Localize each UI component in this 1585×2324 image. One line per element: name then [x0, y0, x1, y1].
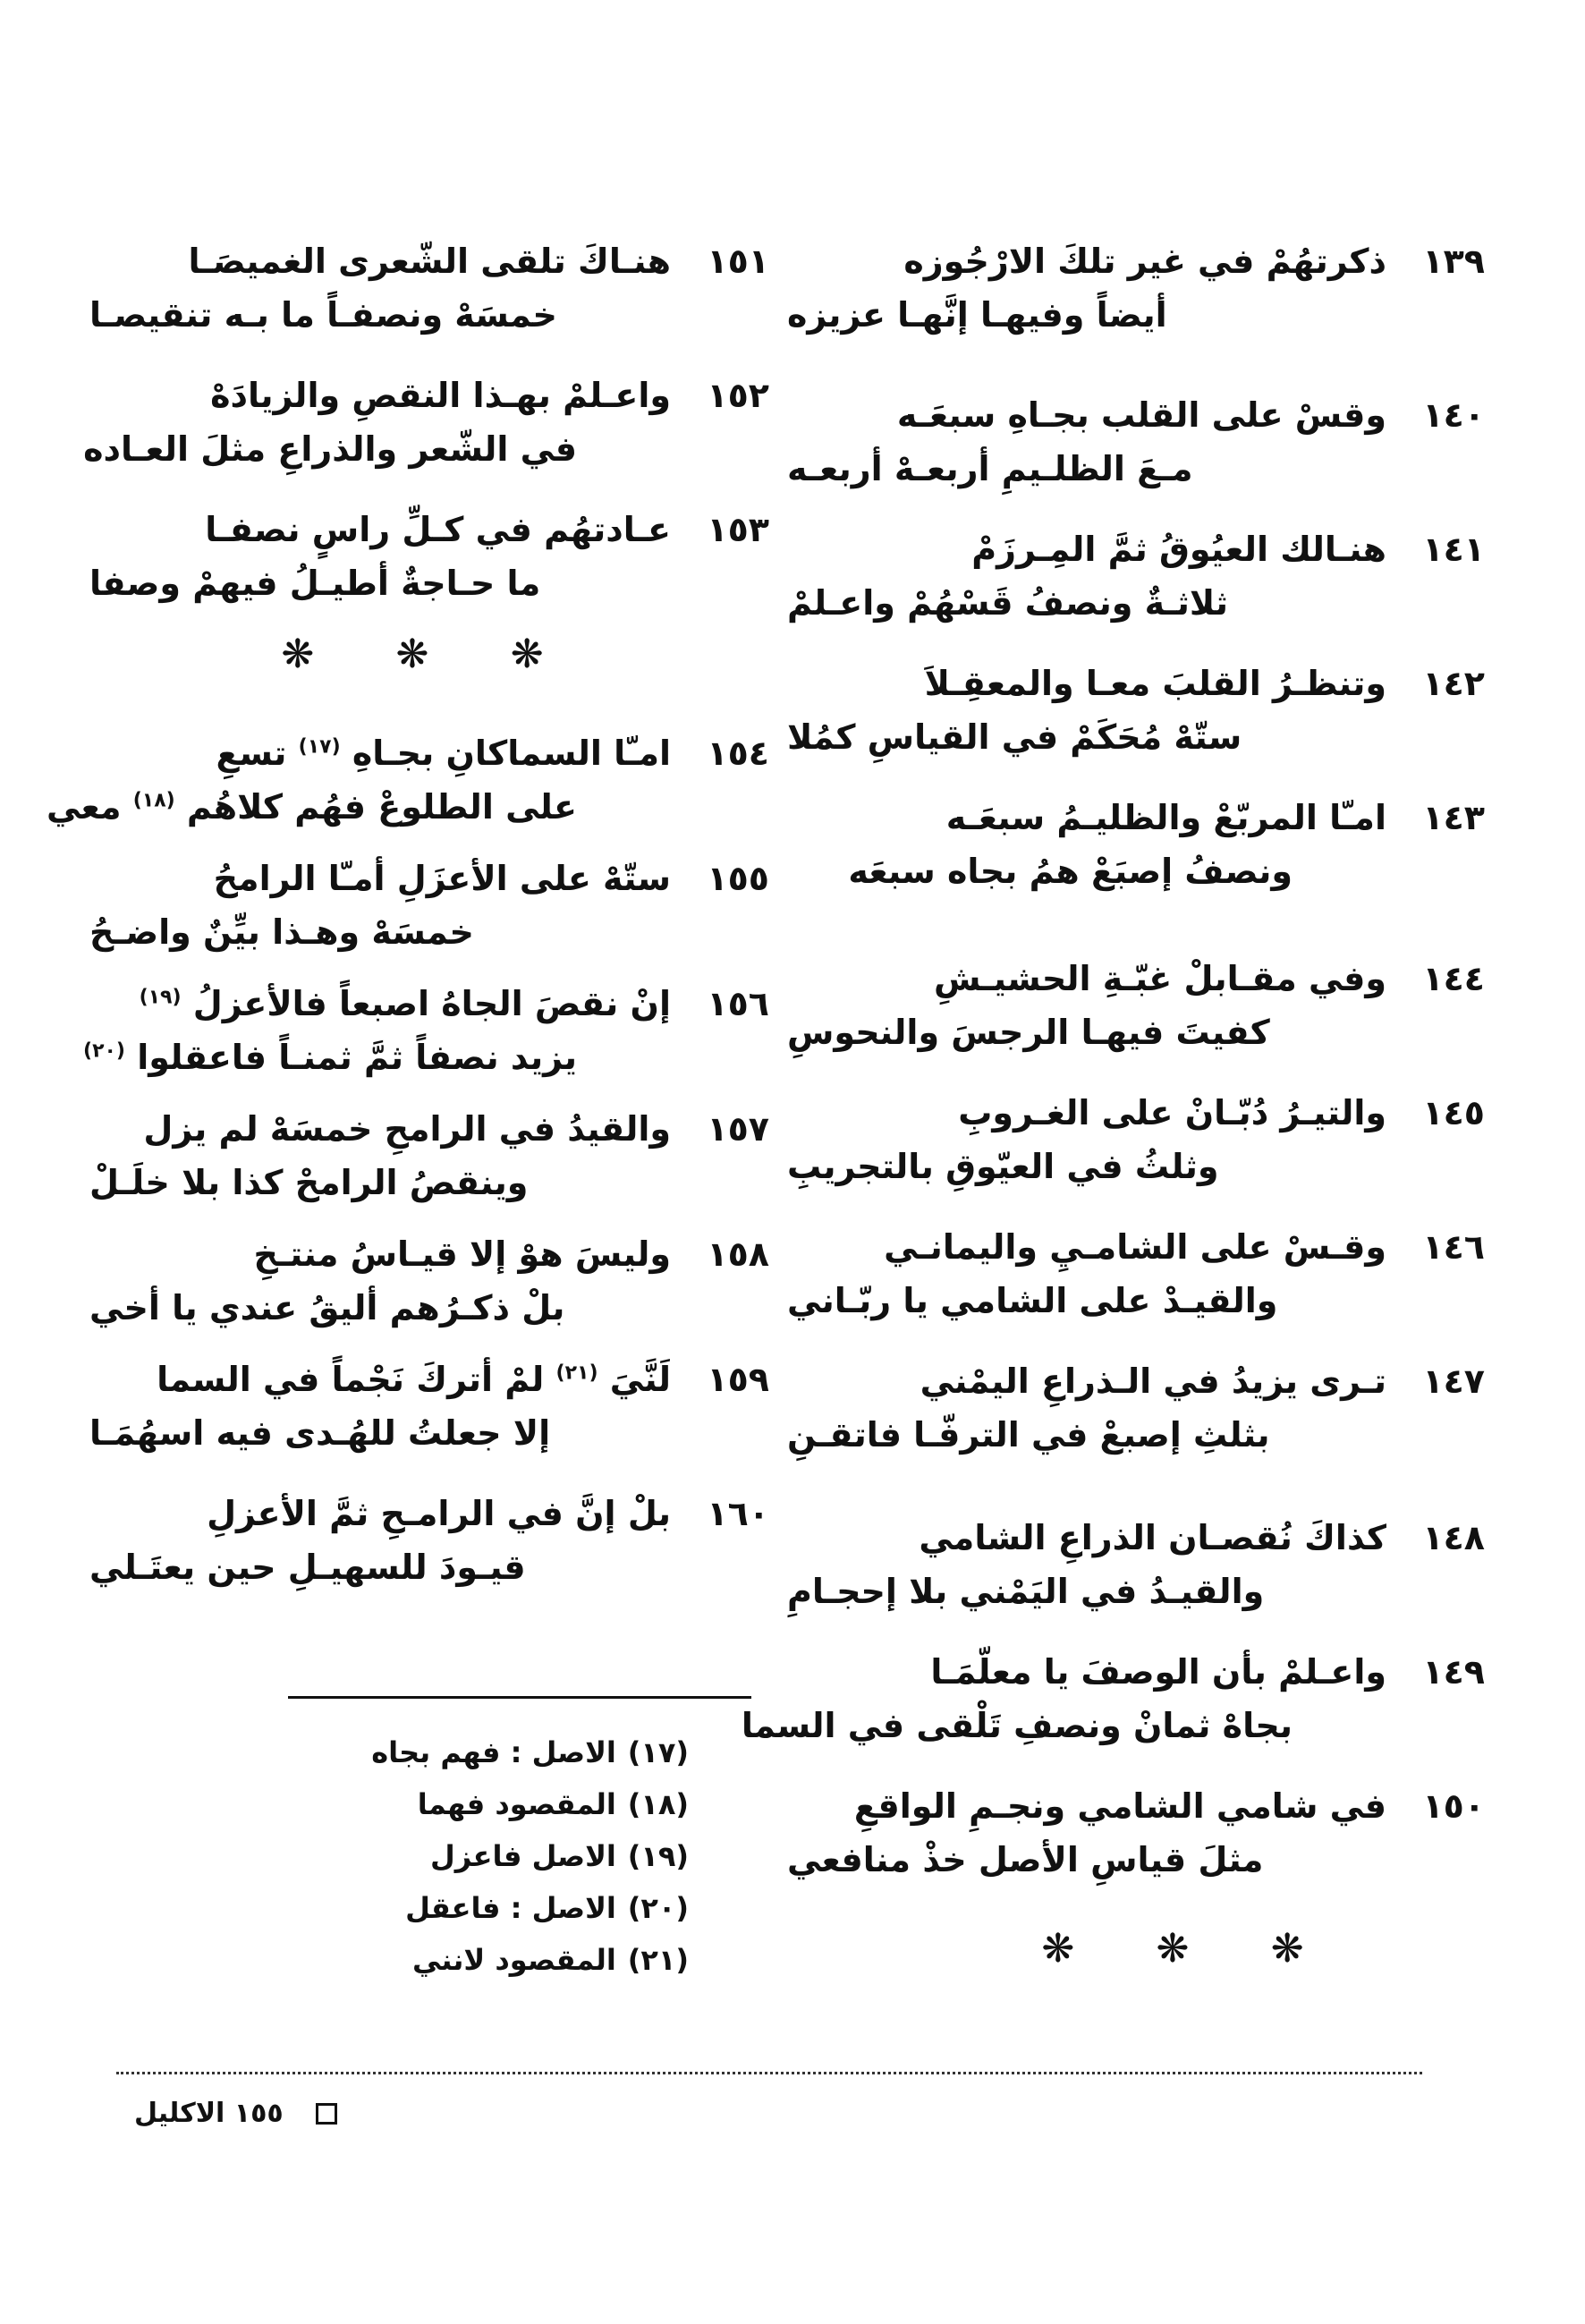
verse-154: [47, 726, 769, 852]
verse-143: [787, 791, 1485, 952]
left-column: [47, 234, 769, 1612]
page-number: ١٥٥: [233, 2098, 284, 2129]
verse-155: [89, 852, 769, 977]
verse-number: ١٤٧: [1422, 1361, 1485, 1401]
verse-140: [787, 388, 1485, 522]
hemistich-2: قيـودَ للسهيـلِ حين يعتَـلي: [89, 1548, 526, 1587]
page-footer: [114, 2097, 337, 2129]
hemistich-1: وقـسْ على الشامـيِ واليمانـي: [884, 1227, 1386, 1267]
verse-number: ١٥١: [707, 242, 769, 281]
hemistich-2: بجاهْ ثمانْ ونصفِ تَلْقى في السما: [741, 1706, 1293, 1745]
verse-number: ١٤٦: [1422, 1227, 1485, 1267]
verse-153: [89, 503, 769, 628]
hemistich-1: وفي مقـابلْ غبّـةِ الحشيـشِ: [933, 959, 1386, 998]
section-separator-stars: ❋ ❋ ❋: [281, 632, 578, 677]
verse-151: [89, 234, 769, 369]
hemistich-1: كذاكَ نُقصـان الذراعِ الشامي: [919, 1518, 1386, 1557]
hemistich-1: هنـالك العيُوقُ ثمَّ المِـرزَمْ: [971, 530, 1386, 569]
verse-142: [787, 657, 1485, 791]
hemistich-1: واعـلمْ بأن الوصفَ يا معلّمَـا: [930, 1652, 1386, 1692]
verse-156: [83, 977, 769, 1102]
hemistich-2: ستّهْ مُحَكَمْ في القياسِ كمُلا: [787, 717, 1242, 757]
verse-number: ١٥٧: [707, 1109, 769, 1149]
footnotes: [268, 1726, 689, 1986]
verse-139: [787, 234, 1485, 388]
hemistich-2: ما حـاجةٌ أطيـلُ فيهمْ وصفا: [89, 564, 541, 603]
verse-152: [83, 369, 769, 503]
verse-159: [89, 1353, 769, 1487]
footnote-number: (٢١): [627, 1943, 689, 1977]
hemistich-1: هنـاكَ تلقى الشّعرى الغميصَـا: [188, 242, 671, 281]
hemistich-1: في شامي الشامي ونجـمِ الواقعِ: [853, 1786, 1386, 1826]
footnote-ref-19[interactable]: (١٩): [139, 986, 182, 1009]
hemistich-2: مثلَ قياسِ الأصل خذْ منافعي: [787, 1840, 1264, 1879]
footnote-number: (١٧): [627, 1735, 689, 1769]
verse-146: [787, 1220, 1485, 1354]
footnote-number: (٢٠): [627, 1891, 689, 1925]
verse-number: ١٥٦: [707, 984, 769, 1023]
footnote-20: [268, 1882, 689, 1934]
hemistich-2: يزيد نصفاً ثمَّ ثمنـاً فاعقلوا $^{(٢٠)}$: [83, 1038, 577, 1077]
hemistich-2: خمسَهْ وهـذا بيِّنٌ واضـحُ: [89, 912, 474, 952]
verse-number: ١٤٠: [1422, 395, 1485, 435]
footnote-18: [268, 1778, 689, 1830]
verse-number: ١٤٣: [1422, 798, 1485, 837]
hemistich-1: امـّا السماكانِ بجـاهِ $^{(١٧)}$ تسعِ: [216, 734, 671, 773]
hemistich-1: والقيدُ في الرامحِ خمسَهْ لم يزل: [143, 1109, 671, 1149]
footnote-ref-18[interactable]: (١٨): [132, 789, 175, 812]
verse-number: ١٥٠: [1422, 1786, 1485, 1826]
hemistich-1: امـّا المربّعْ والظليـمُ سبعَـه: [945, 798, 1386, 837]
verse-number: ١٤٩: [1422, 1652, 1485, 1692]
hemistich-2: ثلاثـةٌ ونصفُ قَسْهُمْ واعـلمْ: [787, 583, 1229, 623]
verse-148: [787, 1511, 1485, 1645]
hemistich-2: والقيـدْ على الشامي يا ربّـاني: [787, 1281, 1278, 1320]
hemistich-1: وليسَ هوْ إلا قيـاسُ منتـخِ: [253, 1234, 671, 1274]
hemistich-2: مـعَ الظلـيمِ أربعـهْ أربعـه: [787, 449, 1193, 488]
hemistich-1: ستّهْ على الأعزَلِ أمـّا الرامحُ: [213, 859, 671, 898]
footnote-divider: [288, 1696, 751, 1699]
footnote-ref-17[interactable]: (١٧): [298, 735, 341, 759]
footnote-number: (١٨): [627, 1787, 689, 1821]
verse-number: ١٤١: [1422, 530, 1485, 569]
hemistich-1: لَنَّيَ $^{(٢١)}$ لمْ أتركَ نَجْماً في السما: [157, 1360, 671, 1399]
hemistich-2: وثلثُ في العيّوقِ بالتجريبِ: [787, 1147, 1219, 1186]
hemistich-1: ذكرتهُمْ في غير تلكَ الارْجُوزه: [903, 242, 1386, 281]
verse-number: ١٦٠: [707, 1494, 769, 1533]
footnote-text: الاصل : فهم بجاه: [371, 1735, 616, 1769]
verse-number: ١٥٩: [707, 1360, 769, 1399]
verse-number: ١٥٣: [707, 510, 769, 549]
hemistich-1: تـرى يزيدُ في الـذراعِ اليمْني: [920, 1361, 1386, 1401]
verse-number: ١٥٢: [707, 376, 769, 415]
verse-149: [741, 1645, 1485, 1779]
verse-160: [89, 1487, 769, 1612]
verse-150: [787, 1779, 1485, 1913]
hemistich-2: أيضاً وفيهـا إنَّهـا عزيزه: [787, 295, 1167, 335]
hemistich-1: وتنظـرُ القلبَ معـا والمعقِـلاَ: [924, 664, 1386, 703]
verse-147: [787, 1354, 1485, 1511]
footnote-21: [268, 1934, 689, 1986]
verse-158: [89, 1227, 769, 1353]
verse-144: [787, 952, 1485, 1086]
verse-number: ١٥٨: [707, 1234, 769, 1274]
footnote-text: المقصود فهما: [417, 1787, 616, 1821]
square-box-icon: [316, 2103, 337, 2125]
hemistich-2: في الشّعر والذراعِ مثلَ العـاده: [83, 429, 577, 469]
footnote-ref-20[interactable]: (٢٠): [83, 1039, 125, 1063]
hemistich-2: إلا جعلتُ للهُـدى فيه اسهُمَـا: [89, 1413, 551, 1453]
verse-141: [787, 522, 1485, 657]
hemistich-2: بثلثِ إصبعْ في الترفّـا فاتقـنِ: [787, 1415, 1270, 1455]
footnote-ref-21[interactable]: (٢١): [555, 1361, 598, 1385]
verse-number: ١٤٥: [1422, 1093, 1485, 1132]
hemistich-1: وقسْ على القلب بجـاهِ سبعَـه: [896, 395, 1386, 435]
page-bottom-divider: [116, 2072, 1422, 2074]
verse-number: ١٥٤: [707, 734, 769, 773]
verse-number: ١٤٤: [1422, 959, 1485, 998]
hemistich-1: إنْ نقصَ الجاهُ اصبعاً فالأعزلُ $^{(١٩)}$: [139, 984, 671, 1023]
footnote-17: [268, 1726, 689, 1778]
verse-157: [89, 1102, 769, 1227]
hemistich-2: بلْ ذكـرُهم أليقُ عندي يا أخي: [89, 1288, 565, 1327]
footnote-19: [268, 1830, 689, 1882]
verse-number: ١٤٢: [1422, 664, 1485, 703]
hemistich-1: والتيـرُ دُبّـانْ على الغـروبِ: [958, 1093, 1386, 1132]
right-column: [741, 234, 1485, 1976]
hemistich-2: خمسَهْ ونصفـاً ما بـه تنقيصـا: [89, 295, 557, 335]
footnote-text: الاصل : فاعقل: [405, 1891, 616, 1925]
hemistich-2: وينقصُ الرامحْ كذا بلا خلَـلْ: [89, 1163, 529, 1202]
hemistich-1: واعـلمْ بهـذا النقصِ والزيادَهْ: [210, 376, 671, 415]
footnote-text: الاصل فاعزل: [429, 1839, 616, 1873]
verse-number: ١٤٨: [1422, 1518, 1485, 1557]
journal-name: الاكليل: [134, 2098, 225, 2129]
footnote-text: المقصود لانني: [411, 1943, 616, 1977]
verse-145: [787, 1086, 1485, 1220]
footnote-number: (١٩): [627, 1839, 689, 1873]
hemistich-1: عـادتهُم في كـلِّ راسٍ نصفـا: [205, 510, 671, 549]
verse-number: ١٥٥: [707, 859, 769, 898]
verse-number: ١٣٩: [1422, 242, 1485, 281]
hemistich-2: ونصفُ إصبَعْ همُ بجاه سبعَه: [848, 852, 1293, 891]
section-separator-stars: ❋ ❋ ❋: [1041, 1926, 1338, 1972]
hemistich-2: على الطلوعْ فهُم كلاهُم $^{(١٨)}$ معي: [47, 787, 577, 827]
hemistich-2: والقيـدُ في اليَمْني بلا إحجـامِ: [787, 1572, 1265, 1611]
hemistich-2: كفيتَ فيهـا الرجسَ والنحوسِ: [787, 1013, 1270, 1052]
hemistich-1: بلْ إنَّ في الرامـحِ ثمَّ الأعزلِ: [207, 1494, 671, 1533]
